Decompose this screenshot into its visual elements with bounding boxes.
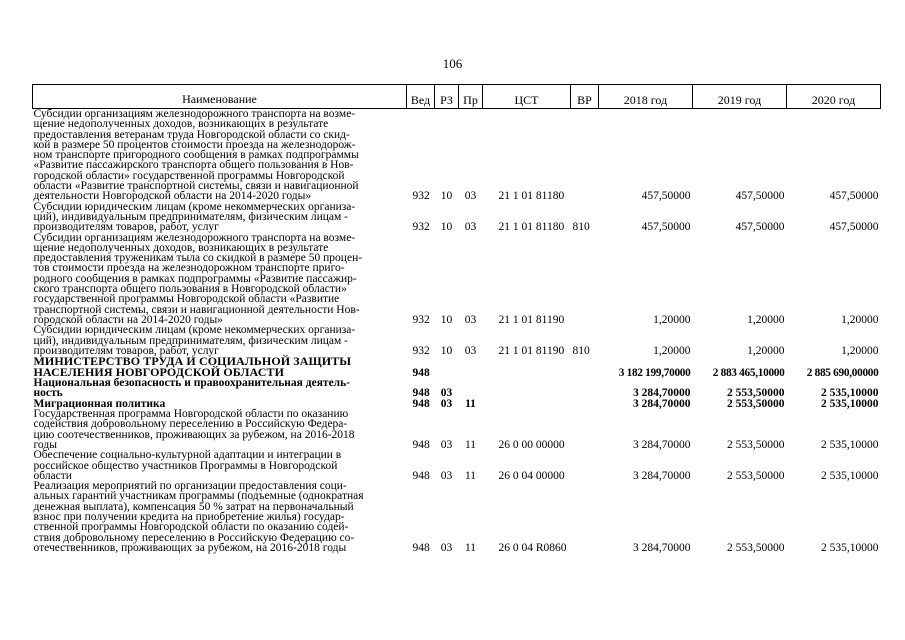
row-pr: 11 [465, 397, 476, 410]
row-amount-2020: 2 535,10000 [821, 397, 879, 410]
row-ved: 932 [412, 344, 430, 357]
row-amount-2019: 1,20000 [747, 313, 785, 326]
row-name-line: щение недополученных доходов, возникающих в результате [33, 118, 329, 131]
table-row [33, 409, 881, 450]
header-2020: 2020 год [787, 85, 881, 109]
row-name-line: государственной программы Новгородской области «Развитие [33, 293, 340, 306]
row-ved: 948 [412, 397, 430, 410]
row-amount-2018: 3 284,70000 [633, 469, 691, 482]
row-ved: 932 [412, 190, 430, 203]
row-vr: 810 [572, 221, 590, 234]
header-ved: Вед [407, 85, 435, 109]
header-vr: ВР [571, 85, 599, 109]
row-rz: 10 [440, 313, 453, 326]
row-amount-2020: 2 535,10000 [821, 469, 879, 482]
row-ved: 948 [412, 366, 430, 379]
row-cst [483, 356, 571, 378]
row-name-line: Субсидии организациям железнодорожного транспорта на возме- [33, 108, 356, 120]
table-row [33, 325, 881, 356]
row-name-line: деятельности Новгородской области на 2014-2020 годы» [33, 190, 312, 203]
row-pr: 11 [464, 541, 477, 554]
row-name-line: годы [33, 438, 57, 451]
row-pr: 11 [464, 469, 477, 482]
row-amount-2018: 3 284,70000 [633, 438, 691, 451]
row-ved: 948 [412, 541, 430, 554]
row-amount-2018: 1,20000 [653, 313, 691, 326]
row-rz: 03 [440, 541, 453, 554]
row-name-line: отечественников, проживающих за рубежом, на 2016-2018 годы [33, 541, 347, 554]
row-name [33, 356, 407, 378]
row-cst: 21 1 01 81190 [498, 313, 565, 326]
row-vr: 810 [572, 344, 590, 357]
row-amount-2019: 2 553,50000 [727, 387, 785, 400]
row-name-line: денежная выплата), компенсация 50 % затрат на первоначальный [33, 500, 354, 513]
header-pr: Пр [459, 85, 483, 109]
row-amount-2019: 2 883 465,10000 [712, 366, 785, 379]
row-name-line: производителям товаров, работ, услуг [33, 344, 219, 357]
row-cst [483, 378, 571, 399]
row-name-line: кой в размере 50 процентов стоимости проезда на железнодорож- [33, 138, 356, 151]
row-cst [483, 399, 571, 409]
row-name-line: городской области» государственной программы Новгородской [33, 169, 345, 182]
row-name-line: ствия добровольному переселению в Российскую Федерацию со- [33, 531, 355, 544]
row-rz: 03 [440, 438, 453, 451]
row-name-line: ственной программы Новгородской области по оказанию содей- [33, 521, 349, 534]
row-amount-2019: 457,50000 [735, 221, 785, 234]
row-name-line: Реализация мероприятий по организации предоставления соци- [33, 480, 347, 493]
row-cst: 21 1 01 81180 [498, 221, 565, 234]
row-amount-2020: 2 535,10000 [821, 387, 879, 400]
row-pr [459, 356, 483, 378]
row-ved: 948 [412, 469, 430, 482]
row-amount-2019: 1,20000 [747, 344, 785, 357]
row-name-line: цию соотечественников, проживающих за рубежом, на 2016-2018 [33, 428, 355, 441]
row-amount-2019: 2 553,50000 [727, 438, 785, 451]
header-2019: 2019 год [693, 85, 787, 109]
row-name-line: Субсидии организациям железнодорожного транспорта на возме- [33, 231, 356, 244]
row-name-line: ций), индивидуальным предпринимателям, физическим лицам - [33, 334, 348, 347]
row-cst: 26 0 00 00000 [498, 438, 565, 451]
row-amount-2018: 3 182 199,70000 [618, 366, 691, 379]
row-name-line: производителям товаров, работ, услуг [33, 221, 219, 234]
row-ved: 948 [412, 438, 430, 451]
row-name-line: альных гарантий участникам программы (подъемные (однократная [33, 490, 364, 503]
row-amount-2020: 1,20000 [841, 344, 879, 357]
row-cst: 21 1 01 81180 [498, 190, 565, 203]
row-rz: 10 [440, 190, 453, 203]
row-vr [571, 378, 599, 399]
row-rz: 03 [440, 397, 453, 410]
row-name-line: предоставления труженикам тыла со скидкой в размере 50 процен- [33, 252, 363, 265]
row-name-line: российское общество участников Программы в Новгородской [33, 459, 338, 472]
row-name-line: ность [33, 387, 63, 400]
row-cst: 21 1 01 81190 [498, 344, 565, 357]
row-amount-2018: 1,20000 [653, 344, 691, 357]
row-pr [459, 378, 483, 399]
row-name-line: ном транспорте пригородного сообщения в рамках подпрограммы [33, 149, 359, 162]
row-name-line: Государственная программа Новгородской области по оказанию [33, 408, 349, 421]
table-row [33, 481, 881, 553]
row-vr [571, 409, 599, 450]
row-name-line: транспортной системы, связи и навигационной деятельности Нов- [33, 303, 360, 316]
row-name-line: области [33, 469, 72, 482]
row-rz [435, 356, 459, 378]
table-row [33, 233, 881, 326]
row-name-line: ского транспорта общего пользования в Новгородской области» [33, 283, 347, 296]
row-name-line: Обеспечение социально-культурной адаптации и интеграции в [33, 449, 342, 462]
table-header-row [33, 85, 881, 109]
row-rz: 10 [440, 344, 453, 357]
row-amount-2020: 1,20000 [841, 313, 879, 326]
row-pr: 11 [464, 438, 477, 451]
row-ved: 948 [412, 387, 430, 400]
row-name-line: Субсидии юридическим лицам (кроме некоммерческих организа- [33, 324, 356, 337]
row-rz: 03 [440, 469, 453, 482]
header-cst: ЦСТ [483, 85, 571, 109]
table-row [33, 356, 881, 378]
row-amount-2018: 457,50000 [641, 190, 691, 203]
row-name [33, 233, 407, 326]
row-amount-2020: 2 885 690,00000 [806, 366, 879, 379]
row-name [33, 481, 407, 553]
row-amount-2019: 2 553,50000 [727, 541, 785, 554]
row-amount-2020: 2 535,10000 [821, 438, 879, 451]
row-amount-2019: 2 553,50000 [727, 397, 785, 410]
row-name [33, 202, 407, 233]
row-name-line: предоставления ветеранам труда Новгородской области со скид- [33, 128, 350, 141]
row-amount-2018: 3 284,70000 [633, 387, 691, 400]
table-row [33, 109, 881, 202]
page-number: 106 [442, 56, 463, 71]
row-pr: 03 [464, 190, 477, 203]
row-amount-2020: 457,50000 [829, 190, 879, 203]
row-name [33, 378, 407, 399]
row-name-line: НАСЕЛЕНИЯ НОВГОРОДСКОЙ ОБЛАСТИ [33, 365, 285, 380]
row-ved: 932 [412, 221, 430, 234]
row-name-line: «Развитие пассажирского транспорта общего пользования в Нов- [33, 159, 354, 172]
row-amount-2020: 457,50000 [829, 221, 879, 234]
table-row [33, 450, 881, 481]
row-name [33, 325, 407, 356]
row-pr: 03 [464, 221, 477, 234]
row-name-line: тов стоимости проезда на железнодорожном транспорте приго- [33, 262, 345, 275]
row-amount-2019: 2 553,50000 [727, 469, 785, 482]
row-name-line: Национальная безопасность и правоохранительная деятель- [33, 377, 351, 390]
table-row [33, 378, 881, 399]
row-pr: 03 [464, 313, 477, 326]
row-amount-2019: 457,50000 [735, 190, 785, 203]
row-vr [571, 481, 599, 553]
row-vr [571, 233, 599, 326]
row-name-line: Субсидии юридическим лицам (кроме некоммерческих организа- [33, 200, 356, 213]
header-name: Наименование [33, 85, 407, 109]
row-name-line: ций), индивидуальным предпринимателям, физическим лицам - [33, 210, 348, 223]
row-name-line: щение недополученных доходов, возникающих в результате [33, 241, 329, 254]
row-vr [571, 356, 599, 378]
row-name-line: городской области на 2014-2020 годы» [33, 313, 223, 326]
row-name-line: МИНИСТЕРСТВО ТРУДА И СОЦИАЛЬНОЙ ЗАЩИТЫ [33, 354, 352, 369]
row-name-line: содействия добровольному переселению в Российскую Федера- [33, 418, 348, 431]
header-rz: РЗ [435, 85, 459, 109]
table-row [33, 202, 881, 233]
row-name [33, 450, 407, 481]
row-name-line: области «Развитие транспортной системы, связи и навигационной [33, 180, 359, 193]
row-rz: 10 [440, 221, 453, 234]
row-cst: 26 0 04 R0860 [498, 541, 567, 554]
row-vr [571, 109, 599, 202]
row-amount-2018: 3 284,70000 [633, 397, 691, 410]
row-vr [571, 399, 599, 409]
row-amount-2018: 457,50000 [641, 221, 691, 234]
budget-table [32, 84, 881, 553]
row-name-line: родного сообщения в рамках подпрограммы «Развитие пассажир- [33, 272, 357, 285]
row-amount-2018: 3 284,70000 [633, 541, 691, 554]
row-pr: 03 [464, 344, 477, 357]
header-2018: 2018 год [599, 85, 693, 109]
row-rz: 03 [440, 387, 453, 400]
row-name [33, 409, 407, 450]
row-name [33, 109, 407, 202]
row-amount-2020: 2 535,10000 [821, 541, 879, 554]
row-ved: 932 [412, 313, 430, 326]
row-name-line: взнос при получении кредита на приобретение жилья) государ- [33, 510, 345, 523]
row-vr [571, 450, 599, 481]
row-name-line: Миграционная политика [33, 397, 166, 410]
row-cst: 26 0 04 00000 [498, 469, 565, 482]
table-body [33, 109, 881, 554]
